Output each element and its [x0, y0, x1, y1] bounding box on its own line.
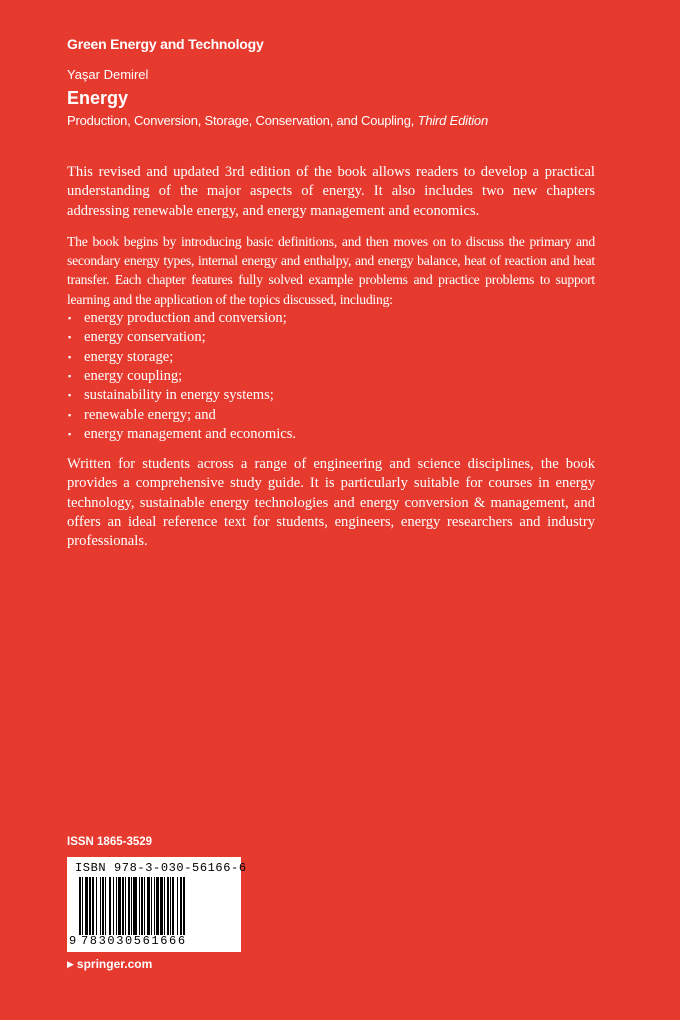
description-paragraph-3: Written for students across a range of engineering and science disciplines, the book provides a comprehensive study guide. It is particularly suitable for courses in energy technology, sustainable energy technologies and energy conversion & management, and offers an ideal reference text for students, engineers, energy researchers and industry professionals.: [67, 456, 595, 550]
book-subtitle: [67, 113, 488, 128]
barcode-bars: [79, 877, 231, 935]
book-title: Energy: [67, 88, 129, 108]
list-item: ▪ energy coupling;: [67, 367, 595, 386]
barcode-digits: 783030561666: [81, 934, 187, 948]
isbn-barcode: [67, 857, 247, 952]
issn-number: ISSN 1865-3529: [67, 836, 153, 848]
list-item: ▪ energy storage;: [67, 348, 595, 367]
edition-label: Third Edition: [417, 113, 488, 128]
description-paragraph-2: The book begins by introducing basic definitions, and then moves on to discuss the primary and secondary energy types, internal energy and enthalpy, and energy balance, heat of reaction and heat transfer. Each chapter features fully solved example problems and practice problems to support learning and the application of the topics discussed, including:: [67, 233, 595, 307]
list-item: ▪ energy production and conversion;: [67, 309, 595, 328]
series-title: Green Energy and Technology: [67, 36, 264, 52]
author-name: Yaşar Demirel: [67, 67, 149, 82]
description-paragraph-1: This revised and updated 3rd edition of the book allows readers to develop a practical understanding of the major aspects of energy. It also includes two new chapters addressing renewable energy, and energy management and economics.: [67, 164, 595, 219]
topics-list: [67, 309, 595, 444]
website-label: springer.com: [76, 957, 153, 971]
list-item: ▪ energy conservation;: [67, 328, 595, 347]
barcode-bar: [185, 877, 186, 935]
isbn-text: ISBN 978-3-030-56166-6: [75, 861, 247, 875]
publisher-website[interactable]: [67, 957, 152, 971]
barcode-first-digit: 9: [69, 934, 77, 948]
list-item: ▪ sustainability in energy systems;: [67, 386, 595, 405]
list-item: ▪ energy management and economics.: [67, 425, 595, 444]
book-description: [67, 163, 595, 552]
list-item: ▪ renewable energy; and: [67, 406, 595, 425]
triangle-right-icon: ▶: [67, 958, 74, 969]
subtitle-main: Production, Conversion, Storage, Conservation, and Coupling,: [67, 113, 415, 128]
